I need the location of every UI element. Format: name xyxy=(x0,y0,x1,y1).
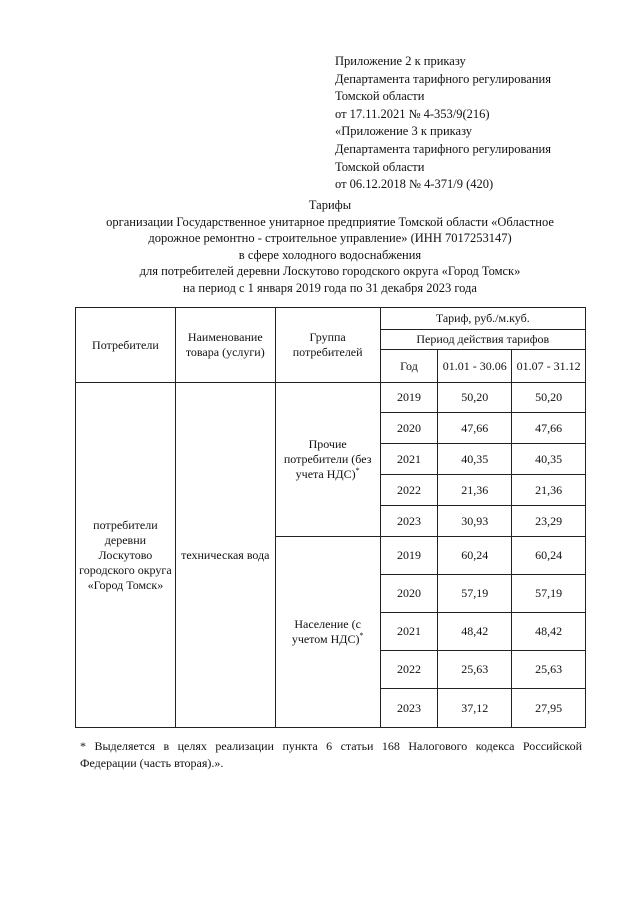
product-cell: техническая вода xyxy=(175,383,275,728)
footnote-mark: * xyxy=(359,631,364,640)
year-cell: 2022 xyxy=(380,651,438,689)
footnote xyxy=(80,738,582,772)
header-period: Период действия тарифов xyxy=(380,330,585,350)
year-cell: 2021 xyxy=(380,444,438,475)
table-row xyxy=(76,383,586,413)
value-cell: 40,35 xyxy=(512,444,586,475)
header-tariff: Тариф, руб./м.куб. xyxy=(380,308,585,330)
title-line: организации Государственное унитарное предприятие Томской области «Областное xyxy=(106,214,554,229)
group-name: Прочие потребители (без учета НДС) xyxy=(283,437,372,481)
value-cell: 23,29 xyxy=(512,506,586,537)
year-cell: 2021 xyxy=(380,613,438,651)
document-title xyxy=(60,197,600,297)
tariff-table xyxy=(75,307,586,728)
value-cell: 27,95 xyxy=(512,689,586,728)
value-cell: 25,63 xyxy=(512,651,586,689)
appendix-line: Томской области xyxy=(335,159,425,174)
appendix-line: Департамента тарифного регулирования xyxy=(335,71,551,86)
group-name: Население (с учетом НДС) xyxy=(291,617,361,646)
header-h2: 01.07 - 31.12 xyxy=(512,350,586,383)
value-cell: 48,42 xyxy=(512,613,586,651)
title-line: для потребителей деревни Лоскутово городского округа «Город Томск» xyxy=(139,264,521,279)
appendix-line: от 06.12.2018 № 4-371/9 (420) xyxy=(335,177,494,192)
value-cell: 37,12 xyxy=(438,689,512,728)
year-cell: 2019 xyxy=(380,537,438,575)
appendix-line: от 17.11.2021 № 4-353/9(216) xyxy=(335,106,490,121)
appendix-line: Приложение 2 к приказу xyxy=(335,54,466,68)
value-cell: 47,66 xyxy=(438,413,512,444)
year-cell: 2023 xyxy=(380,506,438,537)
appendix-line: «Приложение 3 к приказу xyxy=(335,124,473,139)
appendix-line: Департамента тарифного регулирования xyxy=(335,141,551,156)
title-line: дорожное ремонтно - строительное управление» (ИНН 7017253147) xyxy=(148,231,512,246)
appendix-header xyxy=(335,53,551,194)
value-cell: 57,19 xyxy=(512,575,586,613)
year-cell: 2019 xyxy=(380,383,438,413)
value-cell: 21,36 xyxy=(438,475,512,506)
value-cell: 40,35 xyxy=(438,444,512,475)
value-cell: 60,24 xyxy=(438,537,512,575)
footnote-line: Федерации (часть вторая).». xyxy=(80,756,224,770)
header-group: Группа потребителей xyxy=(275,308,380,383)
value-cell: 60,24 xyxy=(512,537,586,575)
title-line: в сфере холодного водоснабжения xyxy=(238,247,422,262)
group-cell xyxy=(275,383,380,537)
title-line: на период с 1 января 2019 года по 31 декабря 2023 года xyxy=(183,280,477,295)
title-heading: Тарифы xyxy=(308,198,352,212)
footnote-mark: * xyxy=(355,466,360,475)
header-consumers: Потребители xyxy=(76,308,176,383)
group-cell xyxy=(275,537,380,728)
value-cell: 57,19 xyxy=(438,575,512,613)
header-year: Год xyxy=(380,350,438,383)
value-cell: 48,42 xyxy=(438,613,512,651)
year-cell: 2020 xyxy=(380,413,438,444)
header-product: Наименование товара (услуги) xyxy=(175,308,275,383)
year-cell: 2020 xyxy=(380,575,438,613)
appendix-line: Томской области xyxy=(335,89,425,104)
value-cell: 50,20 xyxy=(512,383,586,413)
year-cell: 2023 xyxy=(380,689,438,728)
year-cell: 2022 xyxy=(380,475,438,506)
value-cell: 50,20 xyxy=(438,383,512,413)
consumer-cell: потребители деревни Лоскутово городского округа «Город Томск» xyxy=(76,383,176,728)
value-cell: 25,63 xyxy=(438,651,512,689)
value-cell: 21,36 xyxy=(512,475,586,506)
value-cell: 47,66 xyxy=(512,413,586,444)
header-h1: 01.01 - 30.06 xyxy=(438,350,512,383)
value-cell: 30,93 xyxy=(438,506,512,537)
footnote-line: * Выделяется в целях реализации пункта 6 статьи 168 Налогового кодекса Российской xyxy=(80,739,582,753)
